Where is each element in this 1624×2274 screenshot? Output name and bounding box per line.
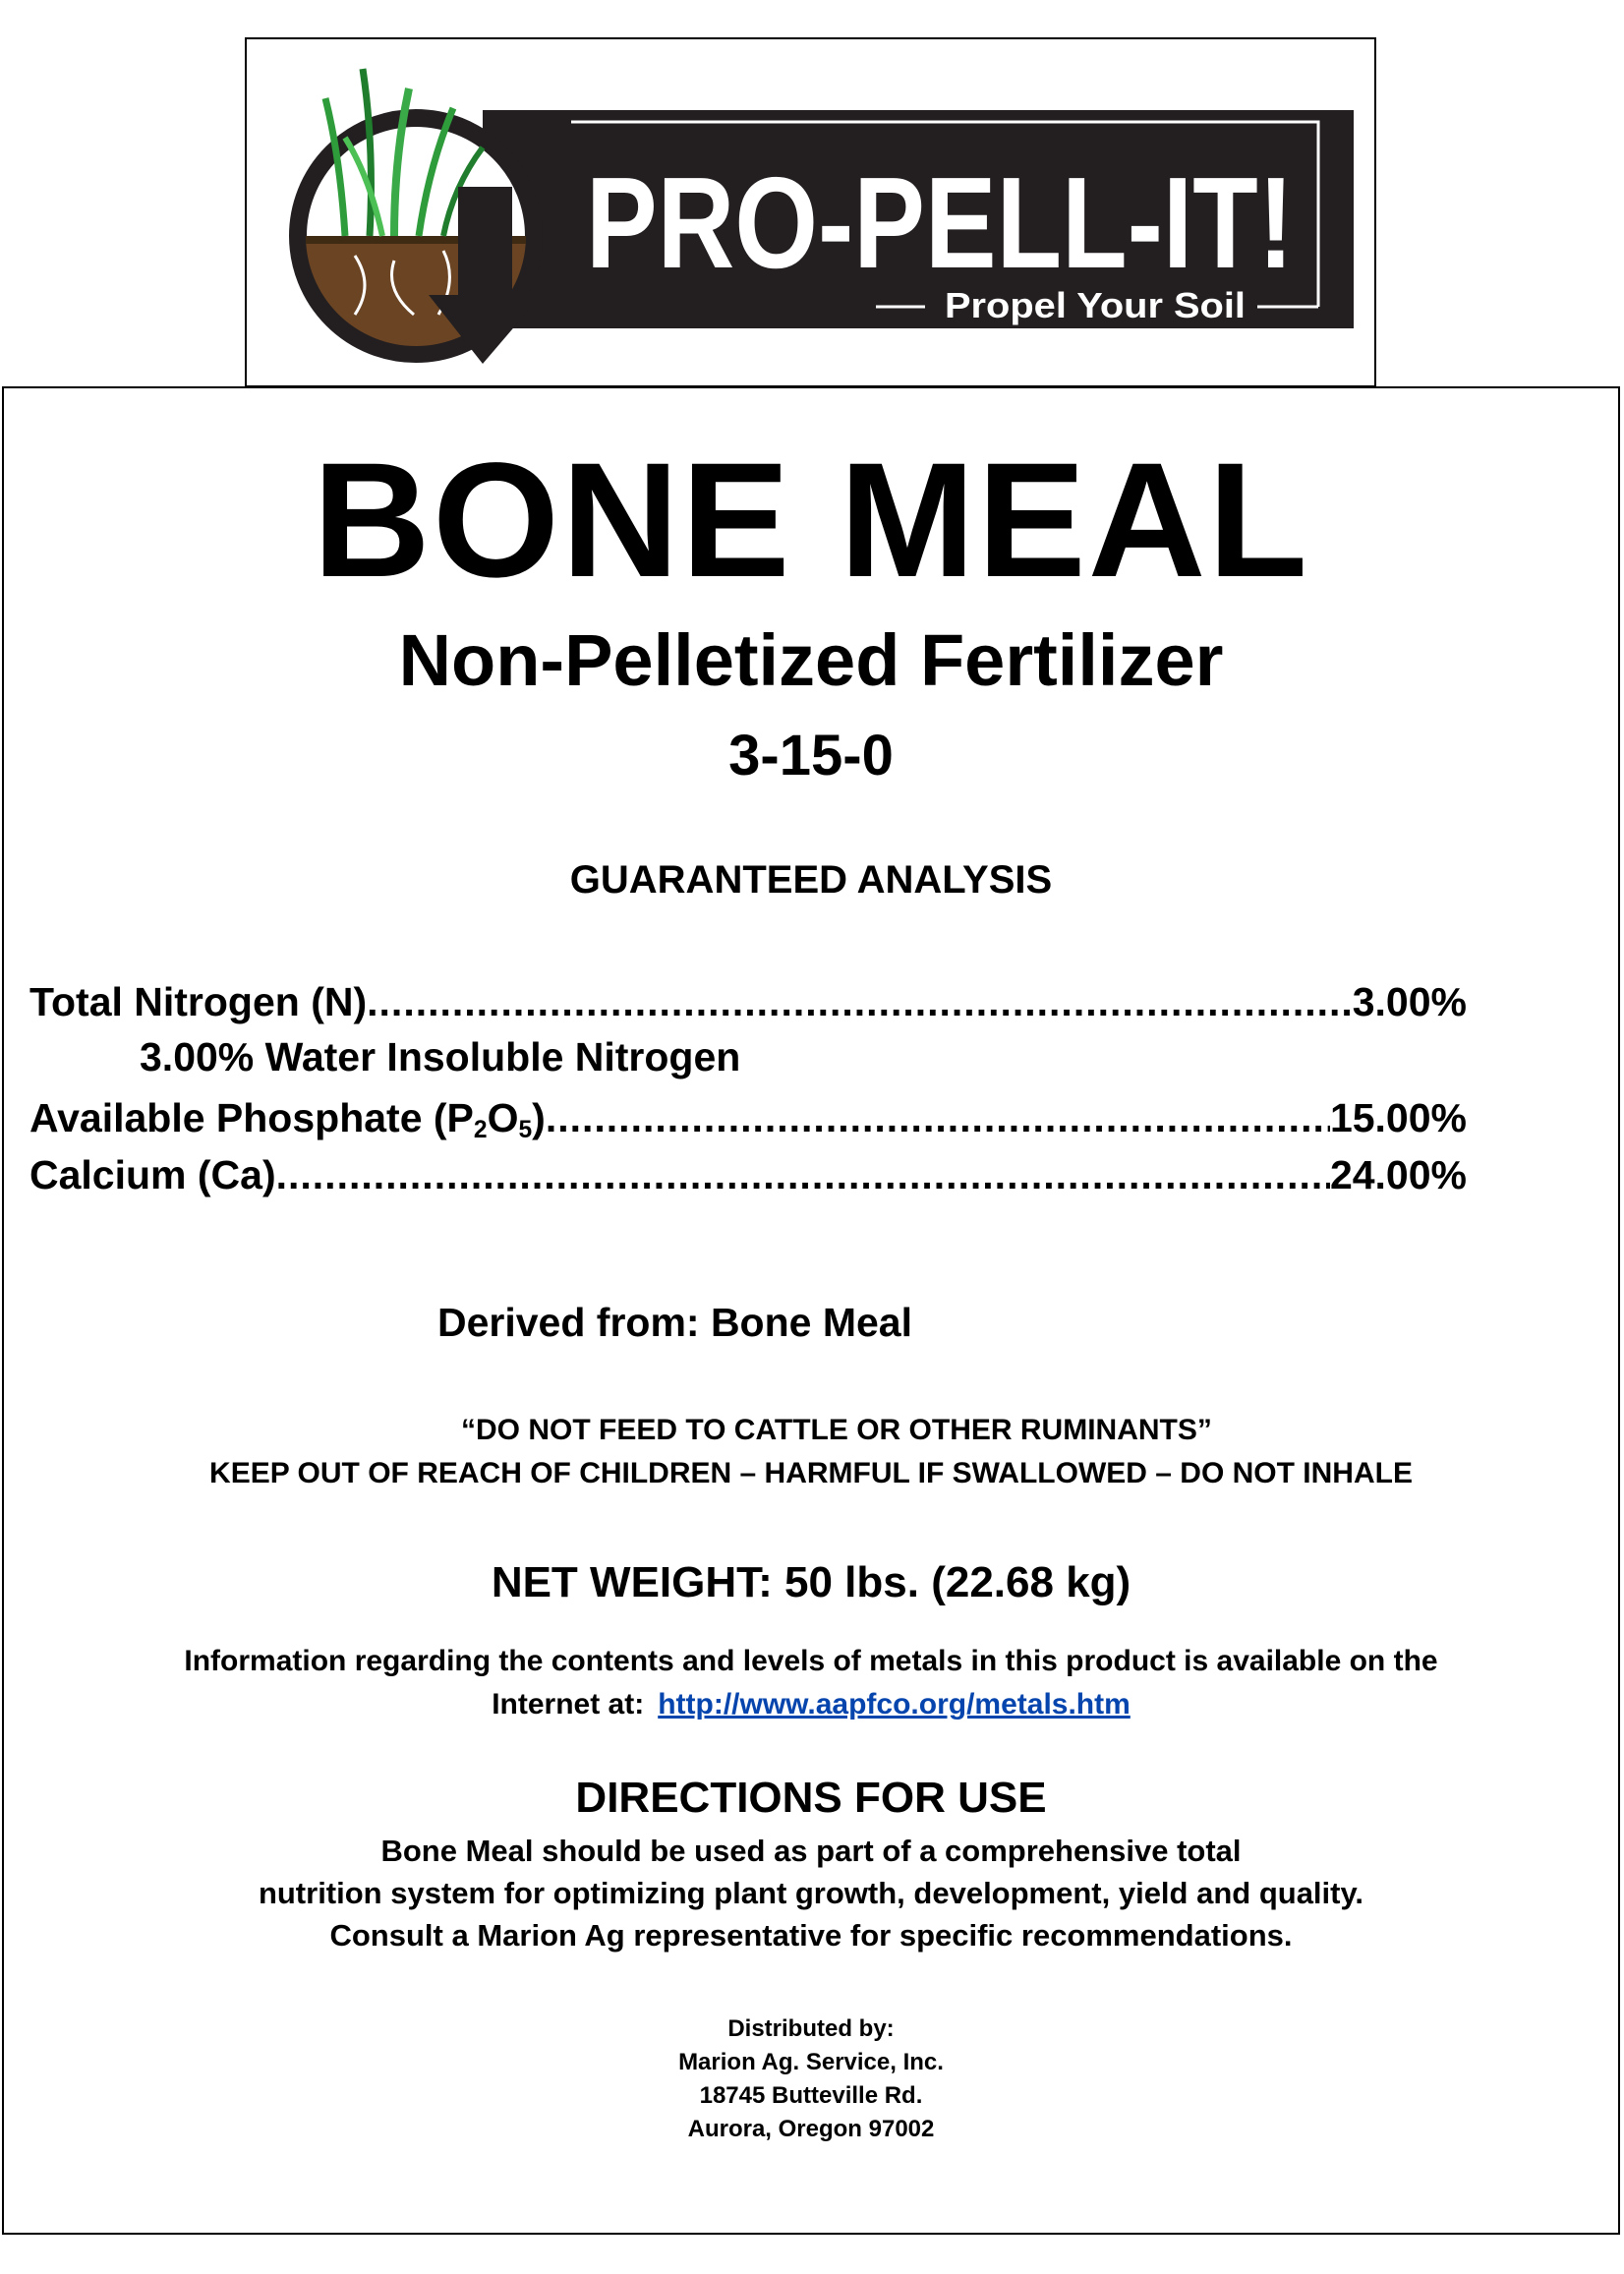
analysis-row-phosphate <box>29 1095 1467 1144</box>
analysis-row-calcium <box>29 1152 1467 1197</box>
nitrogen-sub-row: 3.00% Water Insoluble Nitrogen <box>140 1034 741 1079</box>
product-label <box>2 386 1620 2235</box>
distributor-city: Aurora, Oregon 97002 <box>687 2116 935 2142</box>
brand-name: PRO-PELL-IT! <box>586 150 1294 295</box>
logo-box <box>245 37 1376 387</box>
phosphate-value: 15.00% <box>1329 1095 1467 1140</box>
nitrogen-value: 3.00% <box>1352 979 1467 1024</box>
derived-from: Derived from: Bone Meal <box>437 1300 912 1345</box>
metals-info-line-1: Information regarding the contents and levels of metals in this product is available on the <box>184 1645 1438 1677</box>
brand-tagline: Propel Your Soil <box>945 285 1246 325</box>
nitrogen-label: Total Nitrogen (N) <box>29 979 368 1024</box>
distributor-name: Marion Ag. Service, Inc. <box>678 2049 944 2075</box>
analysis-row-nitrogen <box>29 979 1467 1024</box>
directions-line-3: Consult a Marion Ag representative for specific recommendations. <box>329 1918 1293 1953</box>
product-title: BONE MEAL <box>313 430 1309 612</box>
directions-heading: DIRECTIONS FOR USE <box>575 1774 1047 1822</box>
distributor-street: 18745 Butteville Rd. <box>699 2082 923 2109</box>
safety-warning: KEEP OUT OF REACH OF CHILDREN – HARMFUL IF SWALLOWED – DO NOT INHALE <box>209 1457 1413 1489</box>
metals-info-link[interactable]: http://www.aapfco.org/metals.htm <box>658 1688 1131 1720</box>
brand-logo <box>247 39 1378 389</box>
metals-info-line-2: Internet at: http://www.aapfco.org/metals.htm <box>492 1688 1131 1720</box>
phosphate-label: Available Phosphate $(P_2O_5)$ <box>29 1095 546 1144</box>
net-weight: NET WEIGHT: 50 lbs. (22.68 kg) <box>491 1558 1131 1606</box>
ruminant-warning: “DO NOT FEED TO CATTLE OR OTHER RUMINANTS” <box>461 1414 1212 1446</box>
calcium-value: 24.00% <box>1329 1152 1467 1197</box>
product-subtitle: Non-Pelletized Fertilizer <box>398 619 1224 701</box>
leader-dots <box>546 1098 1330 1138</box>
directions-line-2: nutrition system for optimizing plant growth, development, yield and quality. <box>258 1876 1364 1910</box>
npk-ratio: 3-15-0 <box>728 724 894 787</box>
distributor-heading: Distributed by: <box>727 2015 895 2042</box>
leader-dots <box>276 1155 1330 1195</box>
directions-line-1: Bone Meal should be used as part of a comprehensive total <box>380 1834 1242 1868</box>
analysis-heading: GUARANTEED ANALYSIS <box>569 858 1053 902</box>
calcium-label: Calcium (Ca) <box>29 1152 276 1197</box>
leader-dots <box>367 982 1353 1022</box>
